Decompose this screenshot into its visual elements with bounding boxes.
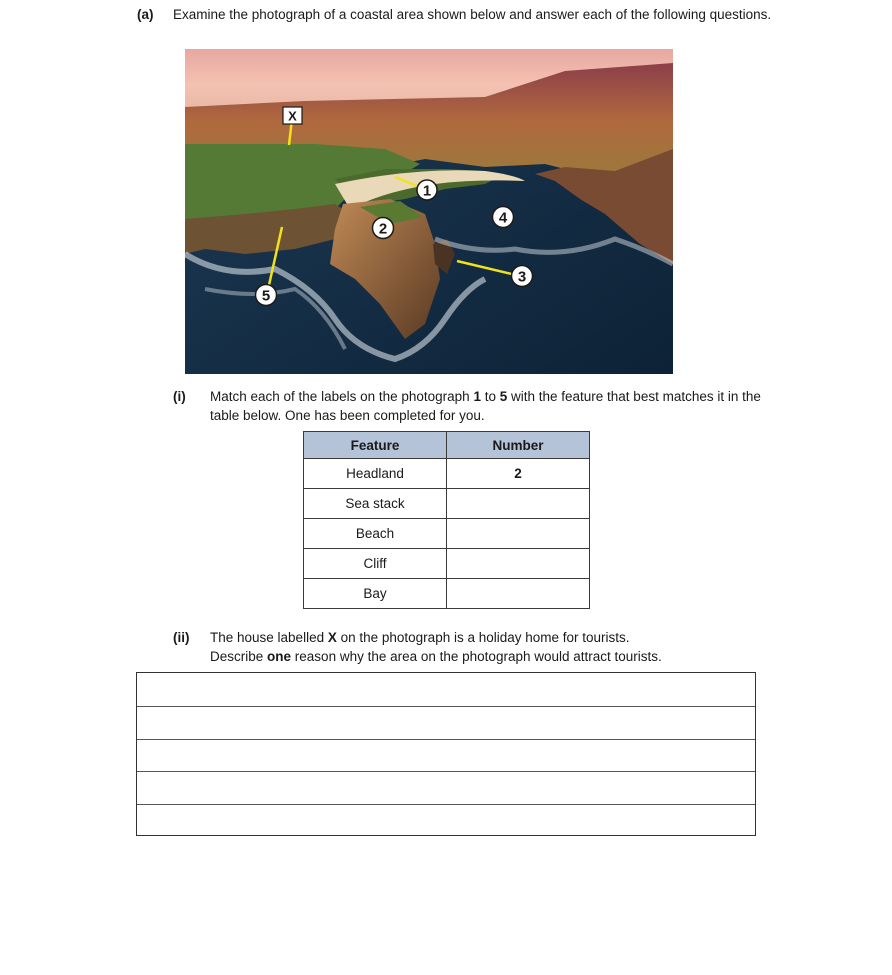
feature-cell: Headland <box>304 459 447 489</box>
label-2-text: 2 <box>378 220 388 238</box>
question-i-text-part: Match each of the labels on the photograph <box>210 389 474 404</box>
label-1-marker <box>417 180 437 200</box>
feature-match-table <box>303 431 590 609</box>
label-3-text: 3 <box>517 268 527 286</box>
label-x-marker <box>283 107 302 124</box>
table-row <box>304 489 590 519</box>
question-ii-bold-x: X <box>327 630 337 645</box>
label-1-text: 1 <box>422 182 432 200</box>
question-ii-text-part: The house labelled <box>210 630 328 645</box>
number-cell: 2 <box>447 459 590 489</box>
table-row <box>304 549 590 579</box>
answer-line <box>137 804 755 805</box>
number-column-header: Number <box>447 432 590 459</box>
table-row <box>304 459 590 489</box>
answer-box[interactable] <box>136 672 756 836</box>
question-ii-text-part: Describe <box>210 649 268 664</box>
answer-line <box>137 706 755 707</box>
feature-cell: Sea stack <box>304 489 447 519</box>
number-answer-cell[interactable] <box>447 579 590 609</box>
number-answer-cell[interactable] <box>447 489 590 519</box>
question-a-label: (a) <box>137 7 154 22</box>
question-ii-bold-one: one <box>267 649 292 664</box>
question-a-text: Examine the photograph of a coastal area shown below and answer each of the following questions. <box>173 7 772 22</box>
label-4-marker <box>493 207 514 228</box>
label-3-marker <box>512 266 533 287</box>
answer-line <box>137 739 755 740</box>
feature-cell: Beach <box>304 519 447 549</box>
coastal-photograph <box>185 49 673 374</box>
answer-line <box>137 771 755 772</box>
question-i-text-part: with the feature that best matches it in the table below. One has been completed for you. <box>210 389 761 423</box>
table-header-row <box>304 432 590 459</box>
table-row <box>304 579 590 609</box>
number-answer-cell[interactable] <box>447 519 590 549</box>
question-i-text-part: to <box>480 389 500 404</box>
label-x-text: X <box>288 108 297 124</box>
label-4-text: 4 <box>498 209 508 227</box>
number-answer-cell[interactable] <box>447 549 590 579</box>
feature-cell: Cliff <box>304 549 447 579</box>
question-ii-text-part: reason why the area on the photograph would attract tourists. <box>291 649 662 664</box>
table-row <box>304 519 590 549</box>
question-i-text <box>210 387 770 425</box>
question-i-bold-1: 1 <box>473 389 481 404</box>
label-5-marker <box>256 285 277 306</box>
question-ii-text-part: on the photograph is a holiday home for tourists. <box>336 630 630 645</box>
feature-column-header: Feature <box>304 432 447 459</box>
feature-cell: Bay <box>304 579 447 609</box>
label-2-marker <box>373 218 394 239</box>
question-i-label: (i) <box>173 389 186 404</box>
question-ii-label: (ii) <box>173 630 190 645</box>
question-ii-text <box>210 628 770 666</box>
label-5-text: 5 <box>261 287 271 305</box>
question-i-bold-5: 5 <box>499 389 508 404</box>
